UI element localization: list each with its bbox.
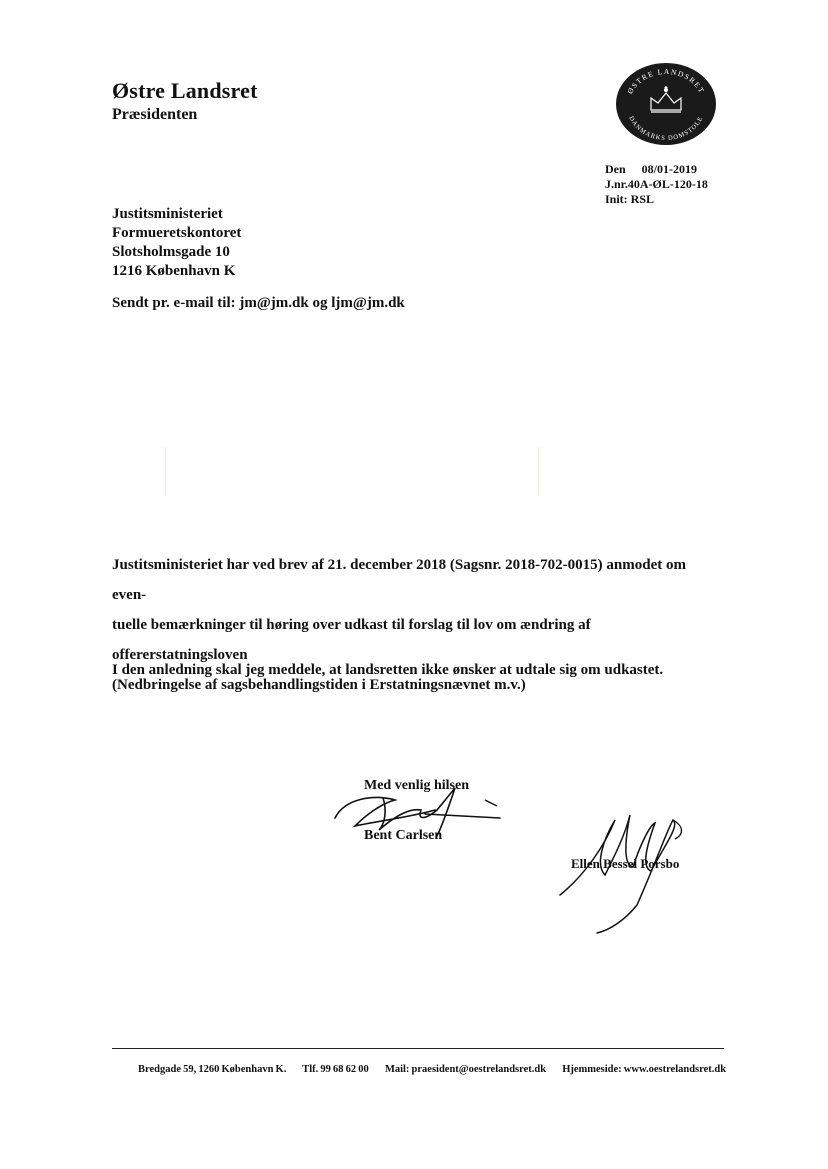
body-paragraph: I den anledning skal jeg meddele, at landsretten ikke ønsker at udtale sig om udkastet. xyxy=(112,662,664,678)
footer-website[interactable]: Hjemmeside: www.oestrelandsret.dk xyxy=(562,1064,727,1075)
document-meta xyxy=(605,162,708,207)
recipient-line: Slotsholmsgade 10 xyxy=(112,244,230,260)
handwritten-signature-1 xyxy=(325,780,505,840)
recipient-line: Justitsministeriet xyxy=(112,206,223,222)
recipient-line: Formueretskontoret xyxy=(112,225,242,241)
footer xyxy=(138,1064,740,1075)
footer-email[interactable]: Mail: praesident@oestrelandsret.dk xyxy=(384,1064,547,1075)
date-label: Den xyxy=(605,162,626,176)
footer-address: Bredgade 59, 1260 København K. xyxy=(138,1064,287,1075)
recipient-address xyxy=(112,205,241,281)
seal-top-text: ØSTRE LANDSRET xyxy=(625,66,707,96)
body-line: (Nedbringelse af sagsbehandlingstiden i Erstatningsnævnet m.v.) xyxy=(112,677,526,693)
scan-artifact xyxy=(538,447,539,495)
initials: Init: RSL xyxy=(605,192,655,206)
body-line: Justitsministeriet har ved brev af 21. december 2018 (Sagsnr. 2018-702-0015) anmodet om even- xyxy=(112,557,686,603)
sent-by-email-line: Sendt pr. e-mail til: jm@jm.dk og ljm@jm.dk xyxy=(112,295,405,311)
recipient-line: 1216 København K xyxy=(112,263,236,279)
seal-bottom-text: DANMARKS DOMSTOLE xyxy=(627,115,705,143)
signer-name: Bent Carlsen xyxy=(364,828,443,843)
footer-divider xyxy=(112,1048,724,1049)
department-title: Præsidenten xyxy=(112,106,198,123)
scan-artifact xyxy=(165,447,166,495)
court-name: Østre Landsret xyxy=(112,78,258,103)
journal-number: J.nr.40A-ØL-120-18 xyxy=(605,177,708,191)
footer-phone: Tlf. 99 68 62 00 xyxy=(302,1064,369,1075)
body-line: tuelle bemærkninger til høring over udkast til forslag til lov om ændring af offererstatningsloven xyxy=(112,617,591,663)
court-seal xyxy=(615,62,717,146)
date-value: 08/01-2019 xyxy=(641,162,698,176)
handwritten-signature-2 xyxy=(555,805,690,935)
signer-name: Ellen Bessel Porsbo xyxy=(571,856,680,871)
closing-salutation: Med venlig hilsen xyxy=(364,778,470,793)
